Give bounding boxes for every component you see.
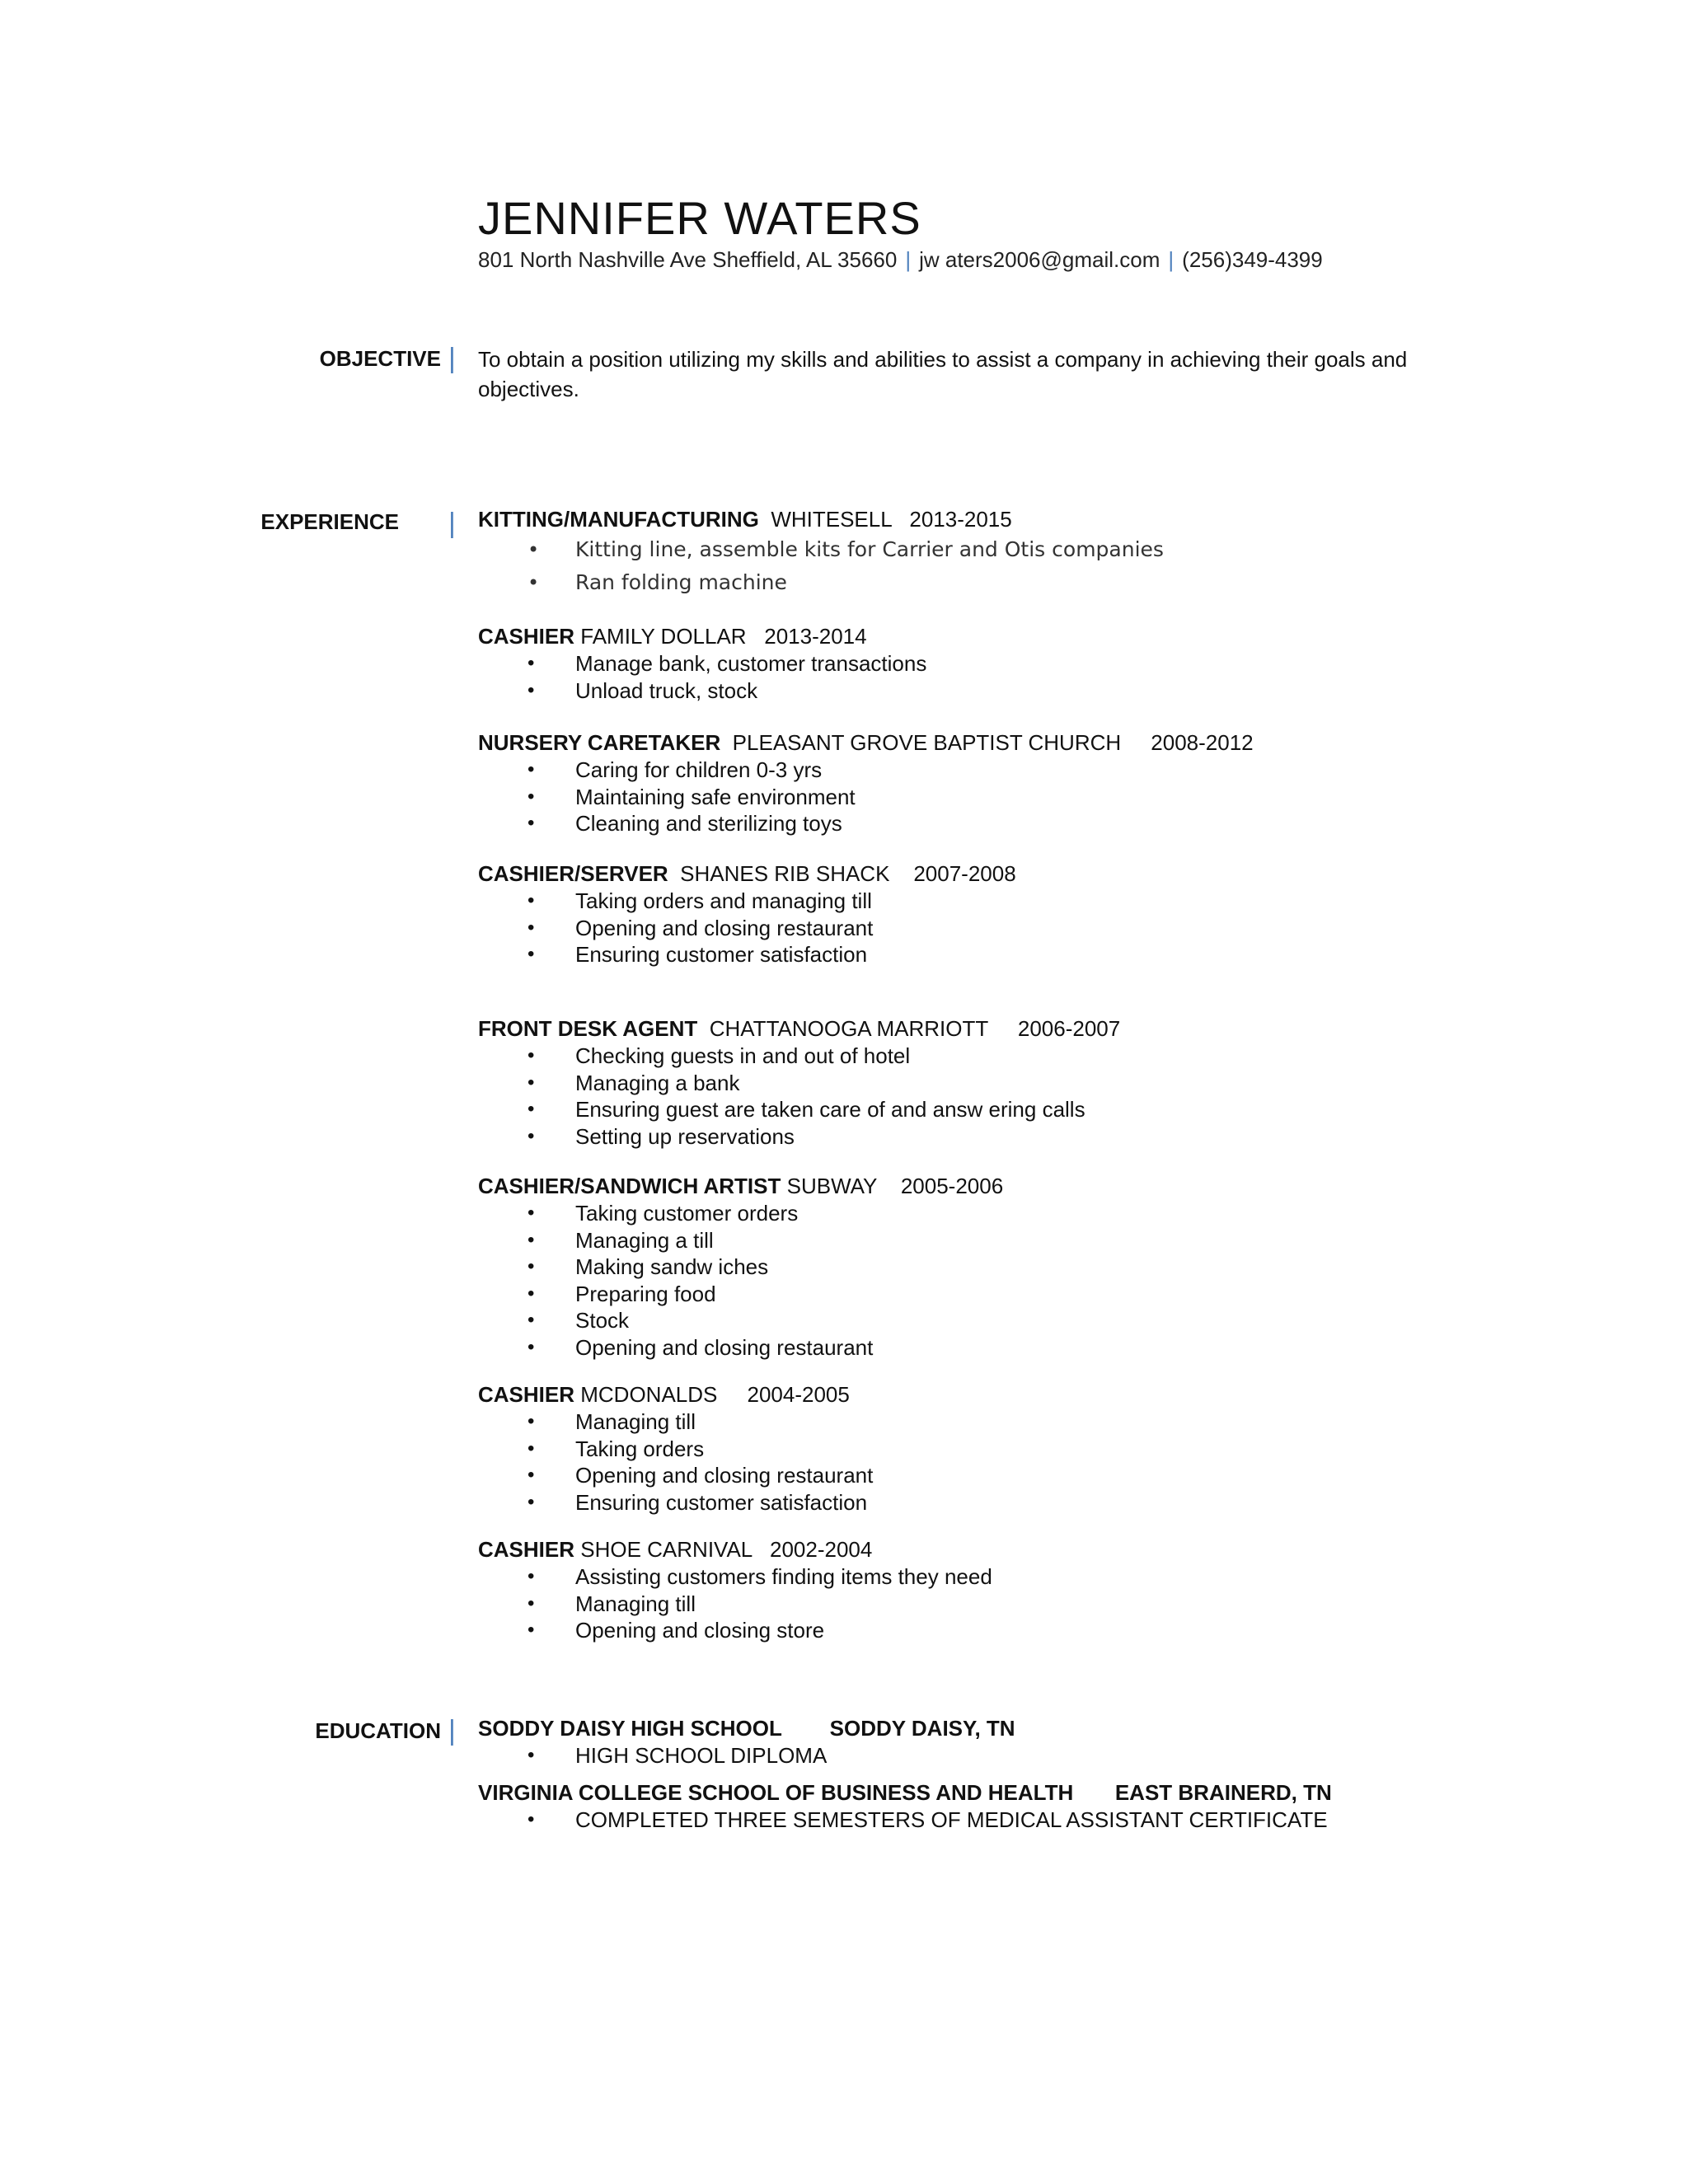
education-entry bbox=[478, 1714, 1467, 1769]
job-bullet: • Preparing food bbox=[478, 1281, 1467, 1308]
school-heading bbox=[478, 1779, 1467, 1807]
job-entry bbox=[478, 1535, 1467, 1644]
job-entry bbox=[478, 1172, 1467, 1361]
job-years: 2008-2012 bbox=[1151, 730, 1254, 755]
job-entry bbox=[478, 622, 1467, 704]
job-entry bbox=[478, 860, 1467, 968]
school-name: VIRGINIA COLLEGE SCHOOL OF BUSINESS AND HEALTH bbox=[478, 1780, 1074, 1805]
job-bullet: • Opening and closing store bbox=[478, 1617, 1467, 1644]
job-bullet: • Managing a till bbox=[478, 1227, 1467, 1254]
job-bullet: • Managing a bank bbox=[478, 1070, 1467, 1097]
job-bullet: • Taking customer orders bbox=[478, 1200, 1467, 1227]
job-employer: CHATTANOOGA MARRIOTT bbox=[709, 1016, 988, 1041]
objective-text: To obtain a position utilizing my skills and abilities to assist a company in achieving their goals and objectives. bbox=[478, 347, 1408, 401]
job-bullet: • Making sandw iches bbox=[478, 1254, 1467, 1281]
separator: | bbox=[1168, 247, 1175, 272]
job-title: CASHIER/SANDWICH ARTIST bbox=[478, 1174, 781, 1198]
experience-label: EXPERIENCE bbox=[260, 509, 399, 534]
job-bullet: • Kitting line, assemble kits for Carrier and Otis companies bbox=[478, 533, 1467, 566]
job-employer: MCDONALDS bbox=[580, 1382, 718, 1407]
objective-label: OBJECTIVE bbox=[319, 346, 441, 371]
job-bullet: • Managing till bbox=[478, 1591, 1467, 1618]
school-location: EAST BRAINERD, TN bbox=[1114, 1780, 1332, 1805]
job-bullet: • Ensuring customer satisfaction bbox=[478, 1489, 1467, 1516]
job-heading bbox=[478, 729, 1467, 757]
job-title: KITTING/MANUFACTURING bbox=[478, 507, 759, 532]
job-employer: SHANES RIB SHACK bbox=[680, 861, 890, 886]
job-years: 2006-2007 bbox=[1017, 1016, 1121, 1041]
applicant-name: JENNIFER WATERS bbox=[478, 192, 921, 244]
job-bullet: • Ensuring customer satisfaction bbox=[478, 941, 1467, 968]
section-divider: | bbox=[448, 1715, 456, 1746]
job-bullet: • Assisting customers finding items they need bbox=[478, 1563, 1467, 1591]
job-bullet: • Manage bank, customer transactions bbox=[478, 650, 1467, 677]
job-entry bbox=[478, 729, 1467, 837]
job-bullet: • Maintaining safe environment bbox=[478, 784, 1467, 811]
job-years: 2005-2006 bbox=[900, 1174, 1004, 1198]
job-entry bbox=[478, 1015, 1467, 1150]
job-bullet: • Setting up reservations bbox=[478, 1123, 1467, 1151]
job-bullet: • Checking guests in and out of hotel bbox=[478, 1043, 1467, 1070]
job-heading bbox=[478, 860, 1467, 888]
job-bullet: • Stock bbox=[478, 1307, 1467, 1334]
job-bullet: • Caring for children 0-3 yrs bbox=[478, 757, 1467, 784]
separator: | bbox=[905, 247, 912, 272]
job-bullet: • Opening and closing restaurant bbox=[478, 1334, 1467, 1361]
job-heading bbox=[478, 1535, 1467, 1563]
job-employer: SUBWAY bbox=[786, 1174, 877, 1198]
job-heading bbox=[478, 622, 1467, 650]
job-title: CASHIER bbox=[478, 1382, 575, 1407]
phone: (256)349-4399 bbox=[1182, 247, 1323, 272]
school-name: SODDY DAISY HIGH SCHOOL bbox=[478, 1716, 782, 1741]
email: jw aters2006@gmail.com bbox=[919, 247, 1160, 272]
job-employer: PLEASANT GROVE BAPTIST CHURCH bbox=[732, 730, 1122, 755]
job-title: CASHIER bbox=[478, 1537, 575, 1562]
job-heading bbox=[478, 1015, 1467, 1043]
job-title: NURSERY CARETAKER bbox=[478, 730, 721, 755]
job-employer: WHITESELL bbox=[771, 507, 892, 532]
job-title: CASHIER/SERVER bbox=[478, 861, 668, 886]
job-years: 2007-2008 bbox=[913, 861, 1016, 886]
education-detail: • HIGH SCHOOL DIPLOMA bbox=[478, 1742, 1467, 1769]
job-title: FRONT DESK AGENT bbox=[478, 1016, 698, 1041]
job-bullet: • Unload truck, stock bbox=[478, 677, 1467, 705]
school-heading bbox=[478, 1714, 1467, 1742]
job-bullet: • Taking orders bbox=[478, 1436, 1467, 1463]
address: 801 North Nashville Ave Sheffield, AL 35660 bbox=[478, 247, 898, 272]
job-entry bbox=[478, 1380, 1467, 1516]
job-years: 2013-2014 bbox=[764, 624, 867, 649]
job-years: 2004-2005 bbox=[747, 1382, 850, 1407]
contact-line bbox=[478, 246, 1323, 274]
job-bullet: • Opening and closing restaurant bbox=[478, 1462, 1467, 1489]
job-years: 2002-2004 bbox=[769, 1537, 873, 1562]
school-location: SODDY DAISY, TN bbox=[829, 1716, 1015, 1741]
job-title: CASHIER bbox=[478, 624, 575, 649]
job-heading bbox=[478, 1172, 1467, 1200]
section-divider: | bbox=[448, 508, 456, 539]
job-heading bbox=[478, 505, 1467, 533]
section-divider: | bbox=[448, 343, 456, 374]
education-entry bbox=[478, 1779, 1467, 1834]
job-bullet: • Managing till bbox=[478, 1408, 1467, 1436]
job-years: 2013-2015 bbox=[909, 507, 1012, 532]
job-bullet: • Cleaning and sterilizing toys bbox=[478, 810, 1467, 837]
education-label: EDUCATION bbox=[315, 1718, 441, 1743]
job-entry bbox=[478, 505, 1467, 599]
job-bullet: • Taking orders and managing till bbox=[478, 888, 1467, 915]
resume-header bbox=[478, 191, 1323, 274]
job-bullet: • Ensuring guest are taken care of and answ ering calls bbox=[478, 1096, 1467, 1123]
job-employer: FAMILY DOLLAR bbox=[580, 624, 747, 649]
job-employer: SHOE CARNIVAL bbox=[580, 1537, 753, 1562]
job-heading bbox=[478, 1380, 1467, 1408]
job-bullet: • Opening and closing restaurant bbox=[478, 915, 1467, 942]
education-detail: • COMPLETED THREE SEMESTERS OF MEDICAL ASSISTANT CERTIFICATE bbox=[478, 1807, 1467, 1834]
job-bullet: • Ran folding machine bbox=[478, 566, 1467, 599]
